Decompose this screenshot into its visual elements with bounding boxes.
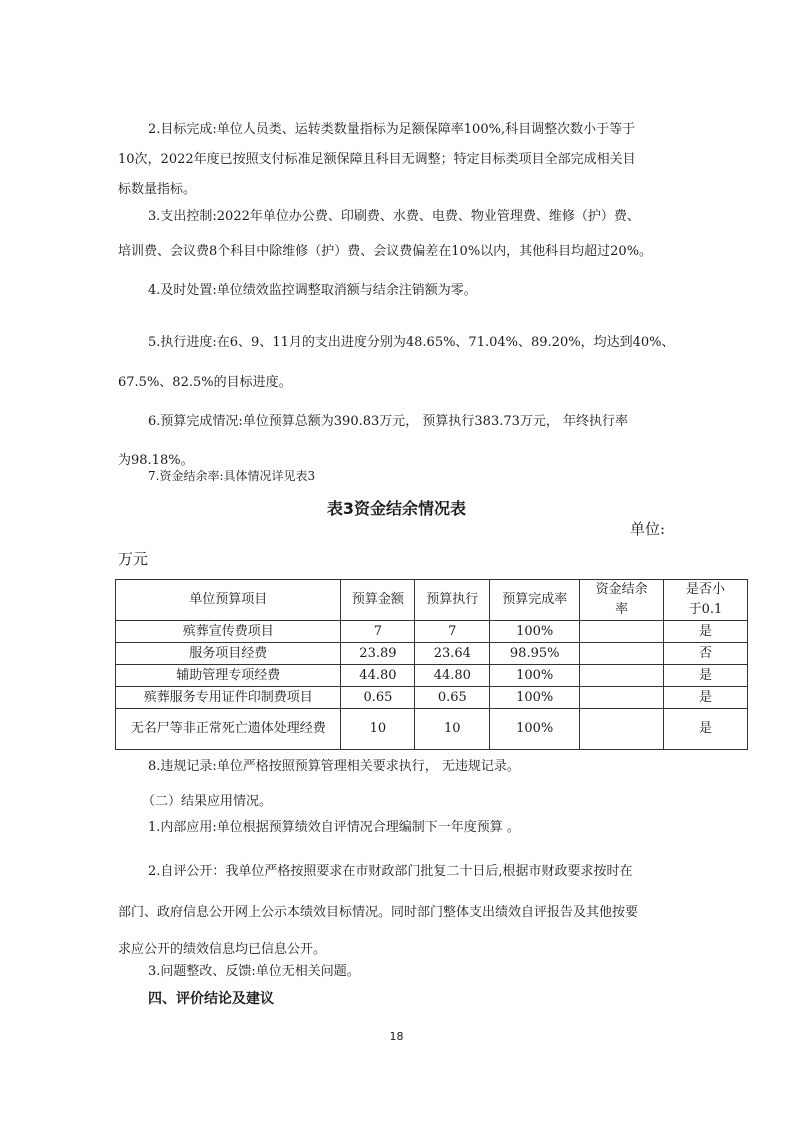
table-cell: 辅助管理专项经费 [116,665,341,687]
paragraph-issue-rectification: 3.问题整改、反馈:单位无相关问题。 [148,964,360,979]
table-cell: 10 [415,709,490,750]
table-cell: 44.80 [415,665,490,687]
table-cell [580,687,664,709]
section-result-application: （二）结果应用情况。 [142,794,273,809]
table-cell [580,621,664,643]
fund-balance-table [115,579,748,750]
table-unit-label: 单位: [630,520,666,538]
table-unit-value: 万元 [118,550,149,568]
table-cell: 是 [664,709,748,750]
table-cell: 100% [490,665,580,687]
paragraph-spending-control-line1: 3.支出控制:2022年单位办公费、印刷费、水费、电费、物业管理费、维修（护）费、 [148,209,640,224]
table-cell: 殡葬宣传费项目 [116,621,341,643]
table-cell: 否 [664,643,748,665]
paragraph-execution-progress-line1: 5.执行进度:在6、9、11月的支出进度分别为48.65%、71.04%、89.20%，均达到40%、 [148,335,675,350]
table-cell: 98.95% [490,643,580,665]
paragraph-self-evaluation-disclosure-line3: 求应公开的绩效信息均已信息公开。 [118,942,327,957]
paragraph-budget-completion-line2: 为98.18%。 [118,453,194,468]
paragraph-fund-balance-rate: 7.资金结余率:具体情况详见表3 [148,469,316,483]
column-header: 预算金额 [341,580,415,621]
table-row [116,687,748,709]
table-cell: 7 [341,621,415,643]
paragraph-self-evaluation-disclosure-line1: 2.自评公开：我单位严格按照要求在市财政部门批复二十日后,根据市财政要求按时在 [148,864,633,879]
column-header: 预算完成率 [490,580,580,621]
paragraph-target-completion-line1: 2.目标完成:单位人员类、运转类数量指标为足额保障率100%,科目调整次数小于等于 [148,122,636,137]
table-cell: 0.65 [341,687,415,709]
table-cell [580,709,664,750]
paragraph-internal-application: 1.内部应用:单位根据预算绩效自评情况合理编制下一年度预算 。 [148,820,520,835]
table-row [116,665,748,687]
column-header: 单位预算项目 [116,580,341,621]
column-header: 是否小于0.1 [664,580,748,621]
paragraph-target-completion-line3: 标数量指标。 [118,182,197,197]
table-row [116,643,748,665]
table-cell: 无名尸等非正常死亡遗体处理经费 [116,709,341,750]
section-heading-conclusion: 四、评价结论及建议 [148,991,274,1007]
table-row [116,709,748,750]
table-title: 表3资金结余情况表 [326,499,467,518]
table-cell: 44.80 [341,665,415,687]
table-cell: 是 [664,621,748,643]
table-cell: 23.89 [341,643,415,665]
table-cell: 10 [341,709,415,750]
paragraph-violation-record: 8.违规记录:单位严格按照预算管理相关要求执行， 无违规记录。 [148,759,520,774]
column-header: 预算执行 [415,580,490,621]
table-cell [580,665,664,687]
column-header: 资金结余率 [580,580,664,621]
paragraph-target-completion-line2: 10次，2022年度已按照支付标准足额保障且科目无调整；特定目标类项目全部完成相关目 [118,152,636,167]
table-cell: 23.64 [415,643,490,665]
page-number: 18 [389,1030,404,1043]
table-row [116,621,748,643]
paragraph-budget-completion-line1: 6.预算完成情况:单位预算总额为390.83万元， 预算执行383.73万元， 年终执行率 [148,414,629,429]
table-cell: 是 [664,665,748,687]
paragraph-self-evaluation-disclosure-line2: 部门、政府信息公开网上公示本绩效目标情况。同时部门整体支出绩效自评报告及其他按要 [118,905,639,920]
table-cell: 100% [490,687,580,709]
table-header-row [116,580,748,621]
table-cell: 0.65 [415,687,490,709]
table-cell: 100% [490,621,580,643]
paragraph-execution-progress-line2: 67.5%、82.5%的目标进度。 [118,375,292,390]
table-cell: 殡葬服务专用证件印制费项目 [116,687,341,709]
table-cell [580,643,664,665]
paragraph-timely-handling: 4.及时处置:单位绩效监控调整取消额与结余注销额为零。 [148,283,477,298]
table-cell: 服务项目经费 [116,643,341,665]
table-cell: 100% [490,709,580,750]
paragraph-spending-control-line2: 培训费、会议费8个科目中除维修（护）费、会议费偏差在10%以内，其他科目均超过20%。 [118,244,653,259]
table-cell: 是 [664,687,748,709]
table-cell: 7 [415,621,490,643]
